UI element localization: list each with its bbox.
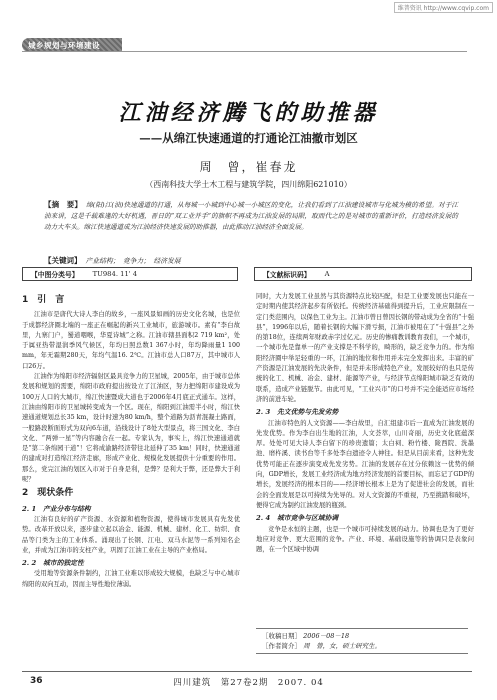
- paragraph: 受用地等资源条件制约，江油工业难以形成较大规模，也缺乏与中心城市绵阳的双向互动，因而主导性地位薄弱。: [22, 570, 240, 588]
- received-date-label: ［收稿日期］: [262, 632, 301, 640]
- right-column: [256, 292, 474, 555]
- paragraph: 同时，大力发展工业虽然与其资源特点比较匹配，但是工业要发展也只能在一定时期内使其经济起步有所依托。传统经济基础得到提升后，工业应限制在一定门类范围内，以保色工业为主。江油市曾日曾因长钢的带动成为全省的“十强县”，1996年以后，随着长钢的大幅下滑亏损，江油市被甩在了“十强县”之外的第18位，连续两年财政赤字过亿元。历史的惨痛教训教育我们，一个城市，一个城市先是靠单一的产业支撑是不科学的，畸形的，缺乏竞争力的。作为绵阳经济圈中举足轻重的一环，江油的地位和作用并未完全发挥出来。丰富的矿产资源是江油发展的先决条件，但是并未形成特色产业，发展较好的也只是传统的化工、机械、冶金、建材、能源等产业，与经济节点绵阳城市缺乏有效的联系，造成产业链脱节。由此可见，“工业兴市”的口号并不完全能适应市场经济的前进车轮。: [256, 293, 474, 403]
- paragraph: 江油市是唐代大诗人李白的故乡，一座风景如画的历史文化名城，也是位于成都经济圈北端的一座正在崛起的新兴工业城市，旅游城市。素有“李白故里，九寨门户，蜀道咽喉，华夏诗城”之称。江油市辖县面积2 719 km²，处于属亚热带湿润季风气候区，年均日照总数1 367小时，年均降雨量1 100 mm，年无霜期280天，年均气温16. 2℃。江油市总人口87万，其中城市人口26万。: [22, 311, 240, 370]
- doc-code-label: 【文献标识码】: [263, 271, 311, 279]
- heading-regional-coordination: 2. 4 城市竞争与区域协调: [256, 514, 339, 523]
- received-date-value: 2006－08－18: [303, 632, 350, 640]
- article-authors: 周 曾，崔春龙: [199, 160, 298, 174]
- left-column: [22, 292, 240, 590]
- clc-label: 【中图分类号】: [31, 271, 79, 279]
- heading-cultural-advantage: 2. 3 先文优势与先发劣势: [256, 408, 339, 417]
- paragraph: 江油作为绵阳市经济辐射区最具竞争力的卫星城，2005年，由于城市总体发展和规划的需要，绵阳市政府提出按设立了江油区，努力把绵阳市建设成为100万人口的大城市，绵江快速暨成大道也于2006年4月底正式通车。这样，江油由绵阳市的卫星城转变成为一个区。现在，绵阳到江油需半小时，绵江快速通道规划总长35 km，设计时速为80 km/h，整个道路为沥青混凝土路面，一般路段断面形式为双向6车道，沿线设计了8处大型景点，将三国文化、李白文化、“两弹一星”等内容融合在一起。专家认为，事实上，绵江快速通道就是“第二条绵园干道”！它将成渝路经济带往北延伸了35 km！同时，快速通道的建成对打造绵江经济走廊，形成产业化、规模化发展提供十分重要的作用。那么，党完江油的划区入市对于自身是利，是弊？是利大于弊，还是弊大于利呢？: [22, 373, 240, 484]
- received-info-box: [256, 628, 468, 654]
- clc-value: TU984. 11' 4: [92, 270, 138, 278]
- section-banner: 城乡规划与环境建设: [22, 38, 122, 52]
- banner-divider: [22, 51, 467, 52]
- article-subtitle: ——从绵江快速通道的打通论江油撤市划区: [139, 131, 358, 145]
- watermark-badge: 维普资讯 http://www.cqvip.com: [394, 2, 493, 13]
- keywords-label: 【关键词】: [44, 256, 82, 265]
- footer-divider: [22, 671, 472, 672]
- author-bio-label: ［作者简介］: [262, 642, 301, 650]
- heading-current-conditions: 2 现状条件: [22, 488, 74, 499]
- heading-introduction: 1 引 言: [22, 295, 65, 305]
- abstract-label: 【摘 要】: [44, 200, 82, 209]
- page-number: 36: [30, 676, 43, 686]
- keywords: [44, 255, 458, 266]
- paragraph: 江油有良好的矿产资源、水资源和植物资源，使得城市发展具有先发优势。改革开放以来，逐步建立起以冶金、能源、机械、建材、化工、纺织、食品等门类为主的工业体系。涌现出了长钢、江电、双马水泥等一系列知名企业，并成为江油市的支柱产业，巩固了江油工业在主导的产业格局。: [22, 515, 240, 554]
- paragraph: 竞争是永恒的主题，也是一个城市可持续发展的动力。协调也是为了更好地应对竞争、更大范围的竞争。产业、环境、基础设施等的协调只是表象问题，在一个区域中协调: [256, 525, 474, 554]
- author-affiliation: （西南科技大学土木工程与建筑学院，四川绵阳621010）: [145, 180, 352, 189]
- clc-box: [22, 267, 238, 281]
- heading-industry-structure: 2. 1 产业分布与结构: [22, 504, 91, 513]
- abstract-text: 绵(阳)江(油)快速通道的打通，从每城一小城到中心城一小城区的变化，让我们看到了江油建设城市与化城为模的希望。对于江油来讲，这是千载难逢的大好机遇，晋日的“双工业并手”的旗帜不再成为江油发展的局限，取而代之的是对城市的重新评价，打造经济发展的动力大车头。绵江快速通道成为江油经济快速发展的助推器，由此推动江油经济全面发展。: [44, 201, 458, 231]
- heading-city-stability: 2. 2 城市的独定性: [22, 559, 84, 568]
- abstract: [44, 199, 458, 233]
- author-bio-value: 周 曾，女，硕士研究生。: [303, 642, 382, 650]
- paragraph: 江油市特色的人文资源——李白故里，自汇组建市后一直成为江油发展的先发优势。作为李白出生地的江油，人文荟萃，山川奇丽，历史文化底蕴深厚。处处可见大诗人李白留下的珍贵遗篇；太白祠、粉竹楼、陇西院、洗墨池、磨杵溪、读书台等千多处李白遗迹令人神往。但是从目前来看，这种先发优势可能正在逐步演变成先发劣势。江油的发展存在过分依赖这一优势的倾向，GDP增长，发展工业经济成为地方经济发展的首要目标，而忘记了GDP的增长，发展经济的根本目的——经济增长根本上是为了促进社会的发展，而社会的全面发展是以可持续为先导的。对人文资源的不重视，乃至挑踏和破坏，便得它成为制约江油发展的瓶颈。: [256, 419, 474, 509]
- keywords-text: 产业结构； 竞争力； 经济发展: [85, 257, 181, 265]
- article-title: 江油经济腾飞的助推器: [118, 100, 379, 126]
- journal-info: 四川建筑 第27卷2期 2007. 04: [173, 678, 324, 688]
- doc-code-box: [254, 267, 472, 281]
- doc-code-value: A: [324, 270, 330, 278]
